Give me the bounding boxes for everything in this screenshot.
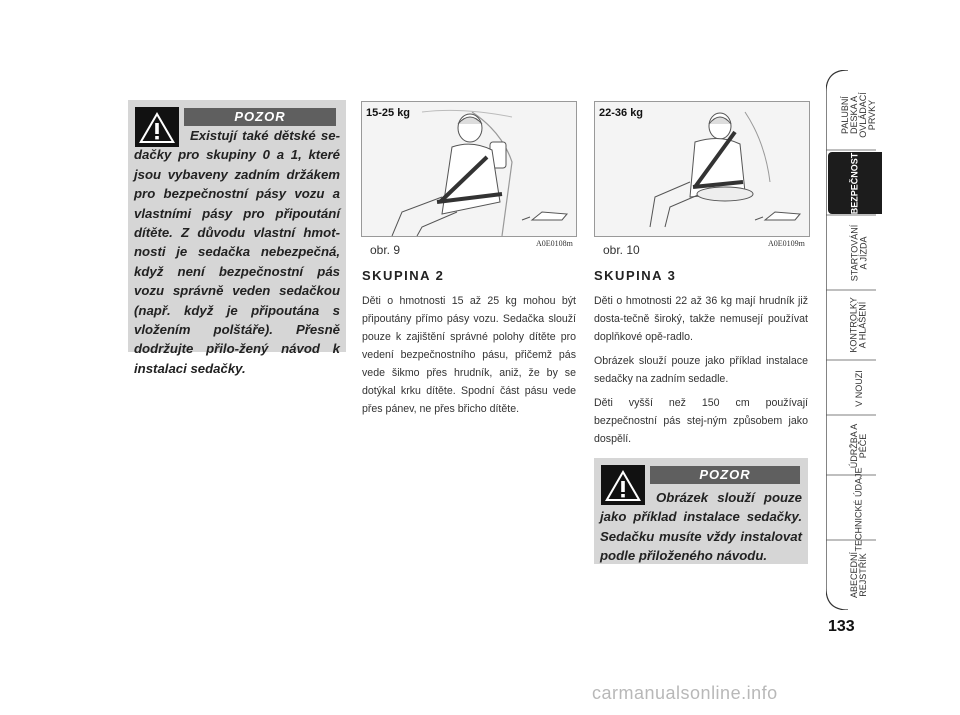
figure-10-illustration (594, 101, 810, 237)
tab-label: PALUBNÍ DESKA A OVLÁDACÍ PRVKY (840, 92, 877, 138)
tab-label: BEZPEČNOST (849, 152, 860, 214)
paragraph: Děti o hmotnosti 22 až 36 kg mají hrudník již dosta-tečně široký, takže nemusejí používat doplňkové opě-radlo. (594, 295, 808, 343)
tab-dashboard-controls[interactable] (834, 80, 884, 150)
section-body-group-2 (362, 292, 576, 424)
figure-code: A0E0109m (768, 239, 805, 248)
child-booster-seat-illustration (362, 102, 576, 236)
tab-emergency[interactable] (834, 362, 884, 414)
figure-caption: obr. 9 (370, 243, 401, 257)
warning-text (134, 126, 340, 378)
warning-box-installation (594, 458, 808, 564)
tab-label: ABECEDNÍ REJSTŘÍK (849, 552, 868, 599)
figure-weight-label: 22-36 kg (599, 107, 644, 119)
tab-technical-data[interactable] (834, 466, 884, 552)
paragraph: Obrázek slouží pouze jako příklad instalace sedačky na zadním sedadle. (594, 355, 808, 385)
tab-label: KONTROLKY A HLÁŠENÍ (849, 297, 869, 353)
tab-label: ÚDRŽBA A PÉČE (849, 423, 868, 469)
figure-weight-label: 15-25 kg (366, 107, 411, 119)
tab-warning-lights[interactable] (834, 292, 884, 358)
section-title-group-3: SKUPINA 3 (594, 268, 677, 283)
tab-label: V NOUZI (853, 369, 864, 407)
warning-header: POZOR (184, 108, 336, 126)
page-number: 133 (828, 618, 855, 635)
warning-text (600, 488, 802, 566)
tab-maintenance[interactable] (834, 418, 884, 474)
warning-text-content: Obrázek slouží pouze jako příklad instalace sedačky. Sedačku musíte vždy instalovat podle přiloženého návodu. (600, 490, 802, 564)
section-title-group-2: SKUPINA 2 (362, 268, 445, 283)
warning-box-child-seats (128, 100, 346, 376)
paragraph: Děti vyšší než 150 cm používají bezpečnostní pás stej-ným způsobem jako dospělí. (594, 397, 808, 445)
child-seat-belt-illustration (595, 102, 809, 236)
warning-header: POZOR (650, 466, 800, 484)
tab-label: STARTOVÁNÍ A JÍZDA (849, 224, 869, 282)
figure-9-illustration (361, 101, 577, 237)
section-body-group-3 (594, 292, 808, 454)
tab-safety[interactable] (828, 152, 882, 214)
warning-text-content: Existují také dětské se-dačky pro skupiny 0 a 1, které jsou vybaveny zadním držákem pro bezpečnostní pásy vozu a vlastními pásy pro připoutání dítěte. Z důvodu vlastní hmot-nosti je sedačka nebezpečná, když není bezpečnostní pás vozu správně veden sedačkou (např. když je připoutána s vložením polštáře). Přesně dodržujte přilo-žený návod k instalaci sedačky. (134, 128, 340, 376)
figure-code: A0E0108m (536, 239, 573, 248)
paragraph: Děti o hmotnosti 15 až 25 kg mohou být připoutány přímo pásy vozu. Sedačka slouží pouze k zajištění správné polohy dítěte pro vedení bezpečnostního pásu, přičemž pás vede šikmo přes hrudník, aniž, že by se dotýkal krku dítěte. Spodní část pásu vede přes pánev, ne přes břicho dítěte. (362, 295, 576, 415)
tab-starting-driving[interactable] (834, 218, 884, 288)
watermark: carmanualsonline.info (592, 683, 778, 703)
tab-index[interactable] (834, 544, 884, 606)
tab-label: TECHNICKÉ ÚDAJE (853, 466, 864, 552)
chapter-tabs (826, 70, 936, 610)
figure-caption: obr. 10 (603, 243, 640, 257)
